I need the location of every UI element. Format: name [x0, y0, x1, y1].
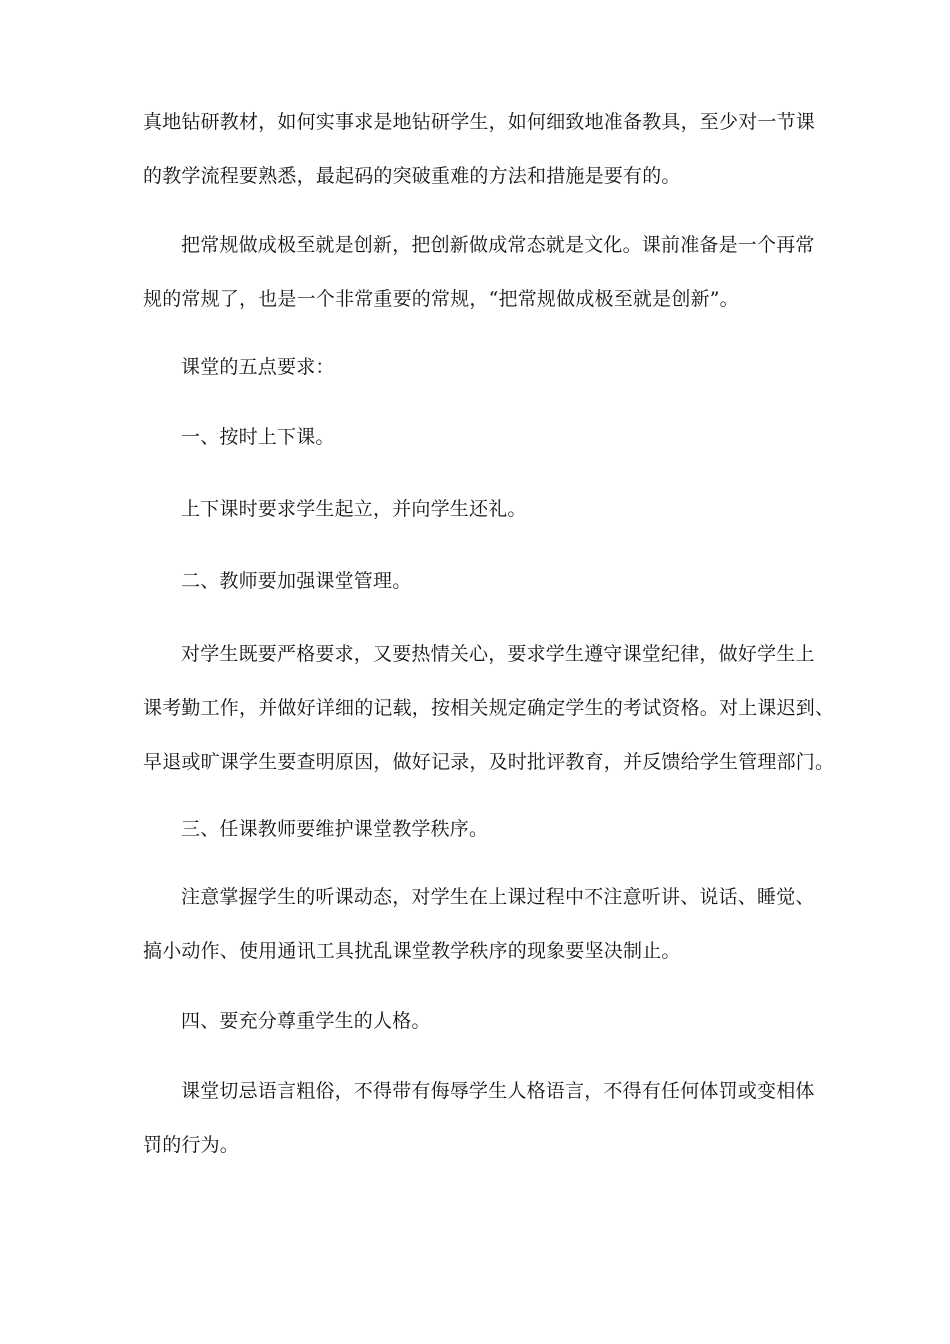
text-line: 对学生既要严格要求，又要热情关心，要求学生遵守课堂纪律，做好学生上 [181, 643, 815, 665]
paragraph-routine-innovation [143, 218, 815, 326]
text-line: 注意掌握学生的听课动态，对学生在上课过程中不注意听讲、说话、睡觉、 [181, 886, 815, 908]
paragraph-requirement-two [143, 627, 835, 789]
heading-requirement-four [143, 994, 807, 1048]
text-line: 搞小动作、使用通讯工具扰乱课堂教学秩序的现象要坚决制止。 [143, 940, 681, 962]
text-line: 早退或旷课学生要查明原因，做好记录，及时批评教育，并反馈给学生管理部门。 [143, 751, 835, 773]
paragraph-requirement-four [143, 1064, 815, 1172]
paragraph-requirement-one [143, 482, 807, 536]
text-line: 真地钻研教材，如何实事求是地钻研学生，如何细致地准备教具，至少对一节课 [143, 111, 816, 133]
heading-requirement-three [143, 802, 807, 856]
text-line: 罚的行为。 [143, 1134, 240, 1156]
text-line: 一、按时上下课。 [181, 426, 335, 448]
text-line: 上下课时要求学生起立，并向学生还礼。 [181, 498, 527, 520]
paragraph-continued-preparation [143, 95, 816, 203]
text-line: 把常规做成极至就是创新，把创新做成常态就是文化。课前准备是一个再常 [181, 234, 815, 256]
text-line: 三、任课教师要维护课堂教学秩序。 [181, 818, 489, 840]
text-line: 课堂切忌语言粗俗，不得带有侮辱学生人格语言，不得有任何体罚或变相体 [181, 1080, 815, 1102]
section-heading-five-requirements [143, 340, 807, 394]
heading-requirement-two [143, 554, 807, 608]
heading-requirement-one [143, 410, 807, 464]
text-line: 的教学流程要熟悉，最起码的突破重难的方法和措施是要有的。 [143, 165, 681, 187]
text-line: 课堂的五点要求： [181, 356, 335, 378]
text-line: 二、教师要加强课堂管理。 [181, 570, 412, 592]
text-line: 规的常规了，也是一个非常重要的常规，“把常规做成极至就是创新”。 [143, 288, 739, 310]
text-line: 四、要充分尊重学生的人格。 [181, 1010, 431, 1032]
paragraph-requirement-three [143, 870, 815, 978]
text-line: 课考勤工作，并做好详细的记载，按相关规定确定学生的考试资格。对上课迟到、 [143, 697, 835, 719]
